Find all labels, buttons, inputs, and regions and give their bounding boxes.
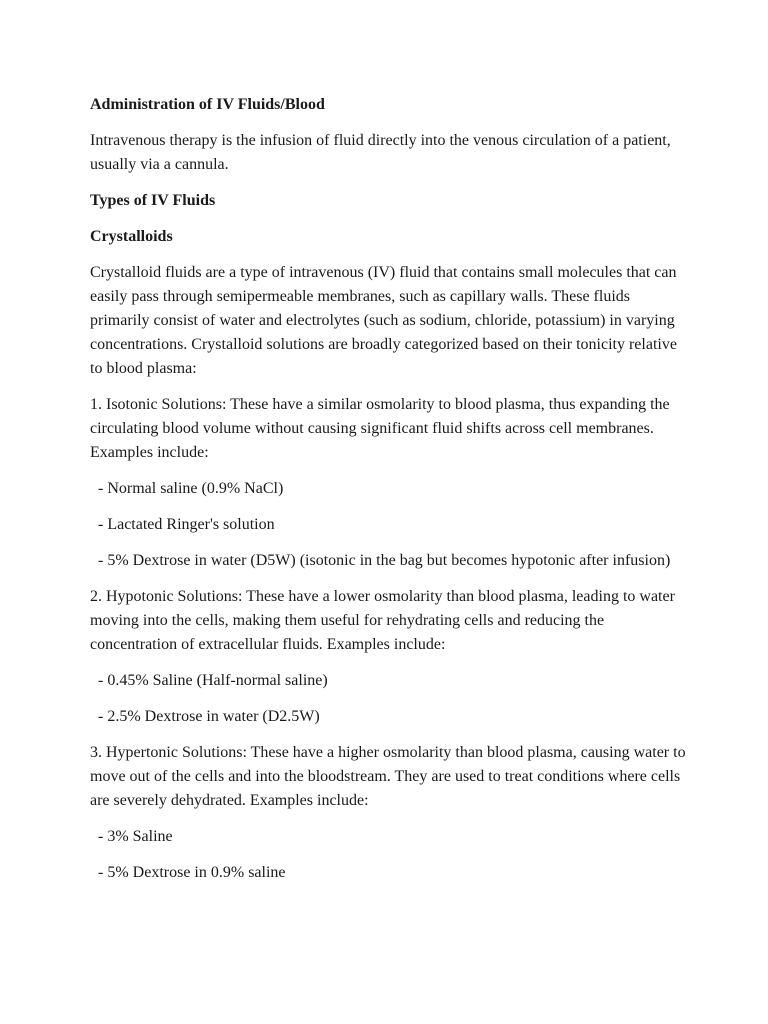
isotonic-paragraph: 1. Isotonic Solutions: These have a similar osmolarity to blood plasma, thus expanding the circulating blood volume without causing significant fluid shifts across cell membranes. Examples include: [90, 396, 670, 461]
hypertonic-paragraph: 3. Hypertonic Solutions: These have a higher osmolarity than blood plasma, causing water to move out of the cells and into the bloodstream. They are used to treat conditions where cells are severely dehydrated. Examples include: [90, 744, 686, 809]
list-item: - 2.5% Dextrose in water (D2.5W) [90, 708, 320, 725]
list-item: - 3% Saline [90, 828, 173, 845]
subsection-heading: Crystalloids [90, 228, 173, 245]
list-item: - Normal saline (0.9% NaCl) [90, 480, 284, 497]
section-heading: Types of IV Fluids [90, 192, 216, 209]
list-item: - 5% Dextrose in 0.9% saline [90, 864, 286, 881]
document-title: Administration of IV Fluids/Blood [90, 96, 325, 113]
list-item: - 5% Dextrose in water (D5W) (isotonic in the bag but becomes hypotonic after infusion) [90, 552, 671, 569]
list-item: - Lactated Ringer's solution [90, 516, 275, 533]
list-item: - 0.45% Saline (Half-normal saline) [90, 672, 328, 689]
crystalloid-description: Crystalloid fluids are a type of intravenous (IV) fluid that contains small molecules that can easily pass through semipermeable membranes, such as capillary walls. These fluids primarily consist of water and electrolytes (such as sodium, chloride, potassium) in varying concentrations. Crystalloid solutions are broadly categorized based on their tonicity relative to blood plasma: [90, 264, 677, 377]
intro-paragraph: Intravenous therapy is the infusion of fluid directly into the venous circulation of a patient, usually via a cannula. [90, 132, 671, 173]
hypotonic-paragraph: 2. Hypotonic Solutions: These have a lower osmolarity than blood plasma, leading to water moving into the cells, making them useful for rehydrating cells and reducing the concentration of extracellular fluids. Examples include: [90, 588, 675, 653]
document-page [90, 93, 690, 897]
